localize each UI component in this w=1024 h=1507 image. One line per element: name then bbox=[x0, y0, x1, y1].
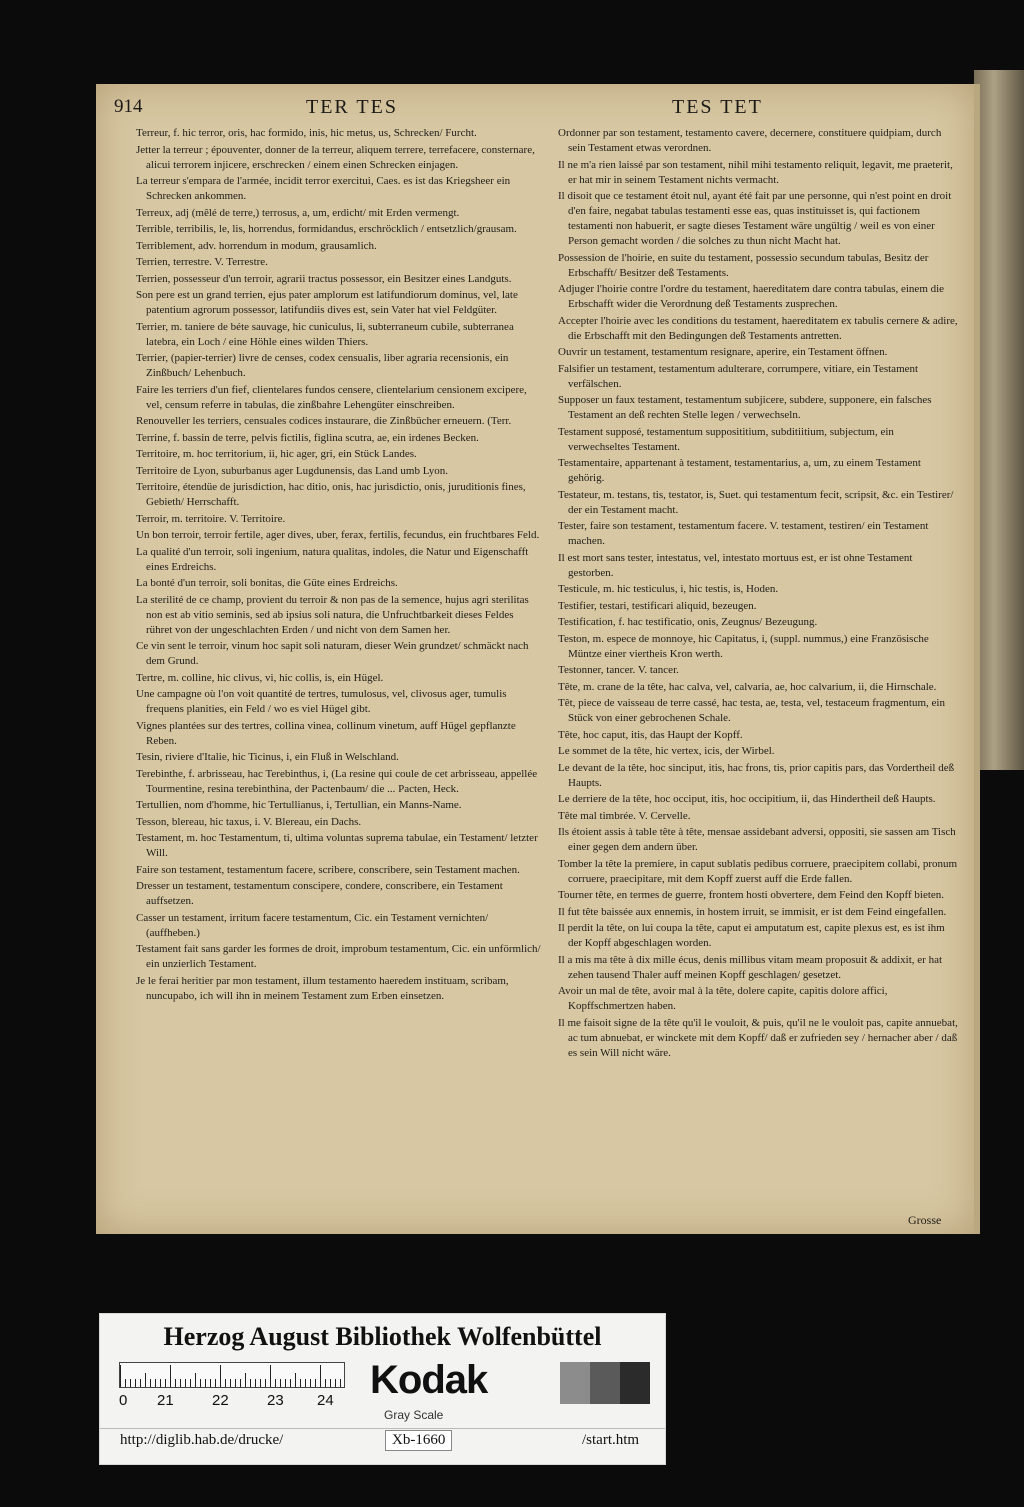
dictionary-entry: Testament, m. hoc Testamentum, ti, ultima voluntas suprema tabulae, ein Testament/ letzter Will. bbox=[136, 832, 538, 859]
dictionary-entry: Tertullien, nom d'homme, hic Tertullianus, i, Tertullian, ein Manns-Name. bbox=[136, 799, 462, 811]
ruler-tick bbox=[320, 1365, 321, 1387]
dictionary-entry: Tête, hoc caput, itis, das Haupt der Kopff. bbox=[558, 728, 743, 741]
ruler-tick bbox=[250, 1379, 251, 1387]
ruler-tick bbox=[150, 1379, 151, 1387]
gray-patch bbox=[620, 1362, 650, 1404]
ruler-tick bbox=[180, 1379, 181, 1387]
ruler-tick bbox=[305, 1379, 306, 1387]
ruler-tick bbox=[125, 1379, 126, 1387]
dictionary-entry: Un bon terroir, terroir fertile, ager dives, uber, ferax, fertilis, fecundus, ein fruchtbares Feld. bbox=[136, 529, 540, 541]
dictionary-entry: Il perdit la tête, on lui coupa la tête, caput ei amputatum est, capite plexus est, es ist ihm der Kopff abgeschlagen worden. bbox=[558, 922, 945, 949]
ruler-tick bbox=[325, 1379, 326, 1387]
dictionary-entry: Terrier, (papier-terrier) livre de censes, codex censualis, liber agraria recensionis, ein Zinßbuch/ Lehenbuch. bbox=[136, 352, 509, 379]
ruler-tick bbox=[130, 1379, 131, 1387]
url-prefix: http://diglib.hab.de/drucke/ bbox=[120, 1432, 284, 1448]
dictionary-entry: Casser un testament, irritum facere testamentum, Cic. ein Testament vernichten/ (auffheben.) bbox=[136, 911, 489, 939]
ruler-tick bbox=[315, 1379, 316, 1387]
dictionary-entry: Il ne m'a rien laissé par son testament, nihil mihi testamento reliquit, legavit, me praeterit, er hat mir in seinem Testament nichts vermacht. bbox=[558, 158, 953, 186]
ruler-tick bbox=[190, 1379, 191, 1387]
ruler-tick bbox=[160, 1379, 161, 1387]
ruler-number: 0 bbox=[119, 1392, 128, 1409]
left-column bbox=[136, 126, 542, 1226]
ruler-tick bbox=[225, 1379, 226, 1387]
running-header-left: TER TES bbox=[306, 96, 398, 118]
dictionary-entry: Testicule, m. hic testiculus, i, hic testis, is, Hoden. bbox=[558, 583, 779, 595]
dictionary-entry: Tourner tête, en termes de guerre, frontem hosti obvertere, dem Feind den Kopff bieten. bbox=[558, 889, 945, 901]
dictionary-entry: Territoire, étendüe de jurisdiction, hac ditio, onis, hac jurisdictio, onis, juruditionis fines, Gebieth/ Herrschafft. bbox=[136, 481, 526, 508]
ruler-tick bbox=[145, 1373, 146, 1387]
ruler-tick bbox=[175, 1379, 176, 1387]
ruler-tick bbox=[245, 1373, 246, 1387]
dictionary-entry: Terriblement, adv. horrendum in modum, grausamlich. bbox=[136, 239, 377, 252]
book-page-edge bbox=[974, 70, 1024, 770]
url-suffix: /start.htm bbox=[582, 1432, 640, 1448]
catchword: Grosse bbox=[908, 1213, 942, 1227]
dictionary-entry: Tête, m. crane de la tête, hac calva, vel, calvaria, ae, hoc calvarium, ii, die Hirnschale. bbox=[558, 680, 937, 693]
ruler-tick bbox=[280, 1379, 281, 1387]
dictionary-entry: Faire les terriers d'un fief, clientelares fundos censere, clientelarium censionem excipere, vel, censum referre in tabulas, die zinßbahre Lehengüter einschreiben. bbox=[136, 383, 527, 411]
library-title: Herzog August Bibliothek Wolfenbüttel bbox=[163, 1322, 602, 1351]
gray-patch bbox=[560, 1362, 590, 1404]
ruler-tick bbox=[170, 1365, 171, 1387]
dictionary-entry: Testamentaire, appartenant à testament, testamentarius, a, um, zu einem Testament gehörig. bbox=[558, 457, 921, 484]
gray-scale-label: Gray Scale bbox=[384, 1408, 444, 1422]
dictionary-entry: Territoire, m. hoc territorium, ii, hic ager, gri, ein Stück Landes. bbox=[136, 448, 417, 460]
ruler-tick bbox=[295, 1373, 296, 1387]
dictionary-entry: Ce vin sent le terroir, vinum hoc sapit soli naturam, dieser Wein grundzet/ schmäckt nach dem Grund. bbox=[136, 640, 529, 667]
dictionary-entry: Le derriere de la tête, hoc occiput, itis, hoc occipitium, ii, das Hindertheil deß Haupts. bbox=[558, 793, 936, 805]
dictionary-entry: Adjuger l'hoirie contre l'ordre du testament, haereditatem dare contra tabulas, einem die Erbschafft wider die Verordnung deß Testaments zusprechen. bbox=[558, 283, 945, 310]
dictionary-entry: La sterilité de ce champ, provient du terroir & non pas de la semence, hujus agri sterilitas non est ab vitio seminis, sed ab ipsius soli natura, die Unfruchtbarkeit dieses Feldes rühret von der ungeschlachten Erden / und nicht von dem Samen her. bbox=[136, 593, 529, 636]
ruler-number: 22 bbox=[212, 1392, 229, 1409]
ruler-tick bbox=[165, 1379, 166, 1387]
ruler-tick bbox=[330, 1379, 331, 1387]
dictionary-entry: Une campagne où l'on voit quantité de tertres, tumulosus, vel, clivosus ager, tumulis frequens planities, ein Feld / wo es viel Hügel gibt. bbox=[136, 688, 507, 715]
dictionary-entry: Terrible, terribilis, le, lis, horrendus, formidandus, erschröcklich / entsetzlich/grausam. bbox=[136, 223, 517, 235]
dictionary-entry: Je le ferai heritier par mon testament, illum testamento haeredem instituam, scribam, nuncupabo, ich will ihn in meinem Testament zum Erben einsetzen. bbox=[136, 974, 509, 1002]
dictionary-entry: Testifier, testari, testificari aliquid, bezeugen. bbox=[558, 599, 757, 612]
dictionary-entry: Avoir un mal de tête, avoir mal à la tête, dolere capite, capitis dolore affici, Kopffschmertzen haben. bbox=[558, 985, 888, 1012]
dictionary-entry: Jetter la terreur ; épouventer, donner de la terreur, aliquem terrere, terrefacere, consternare, alicui terrorem injicere, erschrecken / einem einen Schrecken einjagen. bbox=[136, 143, 535, 171]
dictionary-entry: Tester, faire son testament, testamentum facere. V. testament, testiren/ ein Testament machen. bbox=[558, 520, 929, 547]
running-header-right: TES TET bbox=[672, 96, 763, 118]
dictionary-entry: Il me faisoit signe de la tête qu'il le vouloit, & puis, qu'il ne le vouloit pas, capite annuebat, ac tum abnuebat, er winckete mit dem Kopff/ daß er zufrieden sey / hernacher aber / daß es sein Will nicht wäre. bbox=[558, 1016, 958, 1059]
target-card bbox=[99, 1313, 666, 1465]
dictionary-entry: Ordonner par son testament, testamento cavere, decernere, constituere quidpiam, durch sein Testament etwas verordnen. bbox=[558, 127, 942, 154]
dictionary-entry: Terrine, f. bassin de terre, pelvis fictilis, figlina scutra, ae, ein irdenes Becken. bbox=[136, 431, 479, 444]
dictionary-entry: Le devant de la tête, hoc sinciput, itis, hac frons, tis, prior capitis pars, das Vordertheil deß Haupts. bbox=[558, 761, 955, 789]
ruler-tick bbox=[270, 1365, 271, 1387]
dictionary-entry: Terroir, m. territoire. V. Territoire. bbox=[136, 512, 286, 525]
dictionary-entry: Testament supposé, testamentum supposititium, subditiitium, subjectum, ein verwechseltes Testament. bbox=[558, 425, 894, 453]
dictionary-entry: Son pere est un grand terrien, ejus pater amplorum est latifundiorum dominus, vel, late patentium agrorum possessor, latifundiis dives est, sein Vater hat viel Feldgüter. bbox=[136, 289, 518, 316]
ruler-tick bbox=[255, 1379, 256, 1387]
ruler-tick bbox=[135, 1379, 136, 1387]
dictionary-entry: Terreux, adj (mêlé de terre,) terrosus, a, um, erdicht/ mit Erden vermengt. bbox=[136, 206, 460, 219]
ruler-tick bbox=[340, 1379, 341, 1387]
ruler-tick bbox=[195, 1373, 196, 1387]
dictionary-entry: Territoire de Lyon, suburbanus ager Lugdunensis, das Land umb Lyon. bbox=[136, 464, 449, 477]
dictionary-entry: La qualité d'un terroir, soli ingenium, natura qualitas, indoles, die Natur und Eigenschafft eines Erdreichs. bbox=[136, 545, 529, 573]
dictionary-entry: Possession de l'hoirie, en suite du testament, possessio secundum tabulas, Besitz der Erbschafft/ Besitzer deß Testaments. bbox=[558, 251, 929, 279]
ruler-tick bbox=[235, 1379, 236, 1387]
ruler-tick bbox=[275, 1379, 276, 1387]
dictionary-entry: Il est mort sans tester, intestatus, vel, intestato mortuus est, er ist ohne Testament gestorben. bbox=[558, 551, 913, 579]
dictionary-entry: Tesson, blereau, hic taxus, i. V. Blereau, ein Dachs. bbox=[136, 815, 362, 828]
ruler-tick bbox=[290, 1379, 291, 1387]
dictionary-entry: Faire son testament, testamentum facere, scribere, conscribere, sein Testament machen. bbox=[136, 863, 520, 876]
dictionary-entry: Têt, piece de vaisseau de terre cassé, hac testa, ae, testa, vel, testaceum fragmentum, ein Stück von einer gebrochenen Schale. bbox=[558, 697, 945, 724]
ruler-tick bbox=[185, 1379, 186, 1387]
gray-scale-patches bbox=[560, 1362, 650, 1404]
dictionary-entry: Dresser un testament, testamentum conscipere, condere, conscribere, ein Testament auffsetzen. bbox=[136, 880, 503, 907]
dictionary-entry: Renouveller les terriers, censuales codices instaurare, die Zinßbücher erneuern. (Terr. bbox=[136, 415, 512, 427]
dictionary-entry: Terrier, m. taniere de béte sauvage, hic cuniculus, li, subterraneum cubile, subterranea latebra, ein Loch / eine Höhle eines wilden Thiers. bbox=[136, 320, 514, 348]
dictionary-entry: Tesin, riviere d'Italie, hic Ticinus, i, ein Fluß in Welschland. bbox=[136, 751, 399, 763]
dictionary-entry: Tomber la tête la premiere, in caput sublatis pedibus corruere, praecipitem collabi, pronum corruere, praecipitare, mit dem Kopff zuerst auff die Erde fallen. bbox=[558, 857, 958, 885]
ruler-tick bbox=[220, 1365, 221, 1387]
ruler-tick bbox=[200, 1379, 201, 1387]
ruler-tick bbox=[265, 1379, 266, 1387]
dictionary-entry: Accepter l'hoirie avec les conditions du testament, haereditatem ex tabulis cernere & adire, die Erbschafft mit den Bedingungen deß Testaments antretten. bbox=[558, 314, 958, 342]
dictionary-entry: Terrien, possesseur d'un terroir, agrarii tractus possessor, ein Besitzer eines Landguts. bbox=[136, 272, 512, 285]
dictionary-entry: Il fut tête baissée aux ennemis, in hostem irruit, se immisit, er ist dem Feind eingefallen. bbox=[558, 905, 947, 918]
dictionary-entry: Teston, m. espece de monnoye, hic Capitatus, i, (suppl. nummus,) eine Französische Müntze einer viertheis Kron werth. bbox=[558, 632, 929, 660]
dictionary-entry: Le sommet de la tête, hic vertex, icis, der Wirbel. bbox=[558, 745, 775, 757]
dictionary-entry: Ouvrir un testament, testamentum resignare, aperire, ein Testament öffnen. bbox=[558, 346, 888, 358]
page-number: 914 bbox=[114, 96, 143, 117]
ruler-tick bbox=[230, 1379, 231, 1387]
ruler-number: 23 bbox=[267, 1392, 284, 1409]
ruler-tick bbox=[260, 1379, 261, 1387]
dictionary-entry: Terrien, terrestre. V. Terrestre. bbox=[136, 256, 268, 268]
shelfmark: Xb-1660 bbox=[385, 1430, 452, 1451]
dictionary-entry: Il disoit que ce testament étoit nul, ayant été fait par une personne, qui n'est point en droit d'en faire, negabat tabulas testamenti esse eas, quas instituisset is, qui factionem testamenti non habuerit, er sagte dieses Testament wäre ungültig / weil es von einer Person gemacht worden / die solches zu thun nicht Macht hat. bbox=[558, 190, 952, 247]
dictionary-entry: Terreur, f. hic terror, oris, hac formido, inis, hic metus, us, Schrecken/ Furcht. bbox=[136, 127, 477, 139]
measurement-ruler bbox=[119, 1362, 345, 1388]
ruler-number: 21 bbox=[157, 1392, 174, 1409]
dictionary-entry: Tête mal timbrée. V. Cervelle. bbox=[558, 809, 691, 822]
ruler-tick bbox=[310, 1379, 311, 1387]
dictionary-entry: La bonté d'un terroir, soli bonitas, die Güte eines Erdreichs. bbox=[136, 577, 398, 589]
ruler-tick bbox=[155, 1379, 156, 1387]
kodak-logo: Kodak bbox=[370, 1358, 488, 1402]
dictionary-entry: Falsifier un testament, testamentum adulterare, corrumpere, vitiare, ein Testament verfälschen. bbox=[558, 362, 919, 390]
right-column bbox=[558, 126, 958, 1226]
dictionary-entry: Testification, f. hac testificatio, onis, Zeugnus/ Bezeugung. bbox=[558, 616, 818, 628]
ruler-tick bbox=[140, 1379, 141, 1387]
ruler-tick bbox=[120, 1365, 121, 1387]
dictionary-entry: Ils étoient assis à table tête à tête, mensae assidebant adversi, oppositi, sie sassen am Tisch einer gegen dem andern über. bbox=[558, 826, 956, 853]
dictionary-entry: Terebinthe, f. arbrisseau, hac Terebinthus, i, (La resine qui coule de cet arbrisseau, appellée Tourmentine, resina terebinthina, der Pactenbaum/ die ... Pacten, Heck. bbox=[136, 767, 538, 795]
ruler-tick bbox=[285, 1379, 286, 1387]
gray-patch bbox=[590, 1362, 620, 1404]
dictionary-entry: Vignes plantées sur des tertres, collina vinea, collinum vinetum, auff Hügel gepflanzte Reben. bbox=[136, 719, 516, 747]
ruler-tick bbox=[205, 1379, 206, 1387]
ruler-tick bbox=[300, 1379, 301, 1387]
dictionary-entry: Supposer un faux testament, testamentum subjicere, subdere, supponere, ein falsches Testament an deß rechten Stelle legen / verwechseln. bbox=[558, 394, 932, 421]
ruler-tick bbox=[215, 1379, 216, 1387]
dictionary-entry: Il a mis ma tête à dix mille écus, denis millibus vitam meam proposuit & addixit, er hat zehen tausend Thaler auff meinen Kopff geschlagen/ gesetzet. bbox=[558, 953, 943, 981]
ruler-tick bbox=[335, 1379, 336, 1387]
dictionary-entry: Tertre, m. colline, hic clivus, vi, hic collis, is, ein Hügel. bbox=[136, 671, 384, 684]
ruler-tick bbox=[240, 1379, 241, 1387]
card-divider bbox=[100, 1428, 665, 1429]
dictionary-entry: La terreur s'empara de l'armée, incidit terror exercitui, Caes. es ist das Kriegsheer ein Schrecken ankommen. bbox=[136, 175, 511, 202]
dictionary-entry: Testonner, tancer. V. tancer. bbox=[558, 664, 679, 676]
ruler-tick bbox=[210, 1379, 211, 1387]
ruler-number: 24 bbox=[317, 1392, 334, 1409]
dictionary-entry: Testateur, m. testans, tis, testator, is, Suet. qui testamentum fecit, scripsit, &c. ein Testirer/ der ein Testament macht. bbox=[558, 488, 954, 516]
dictionary-entry: Testament fait sans garder les formes de droit, improbum testamentum, Cic. ein unförmlich/ ein unzierlich Testament. bbox=[136, 943, 541, 970]
